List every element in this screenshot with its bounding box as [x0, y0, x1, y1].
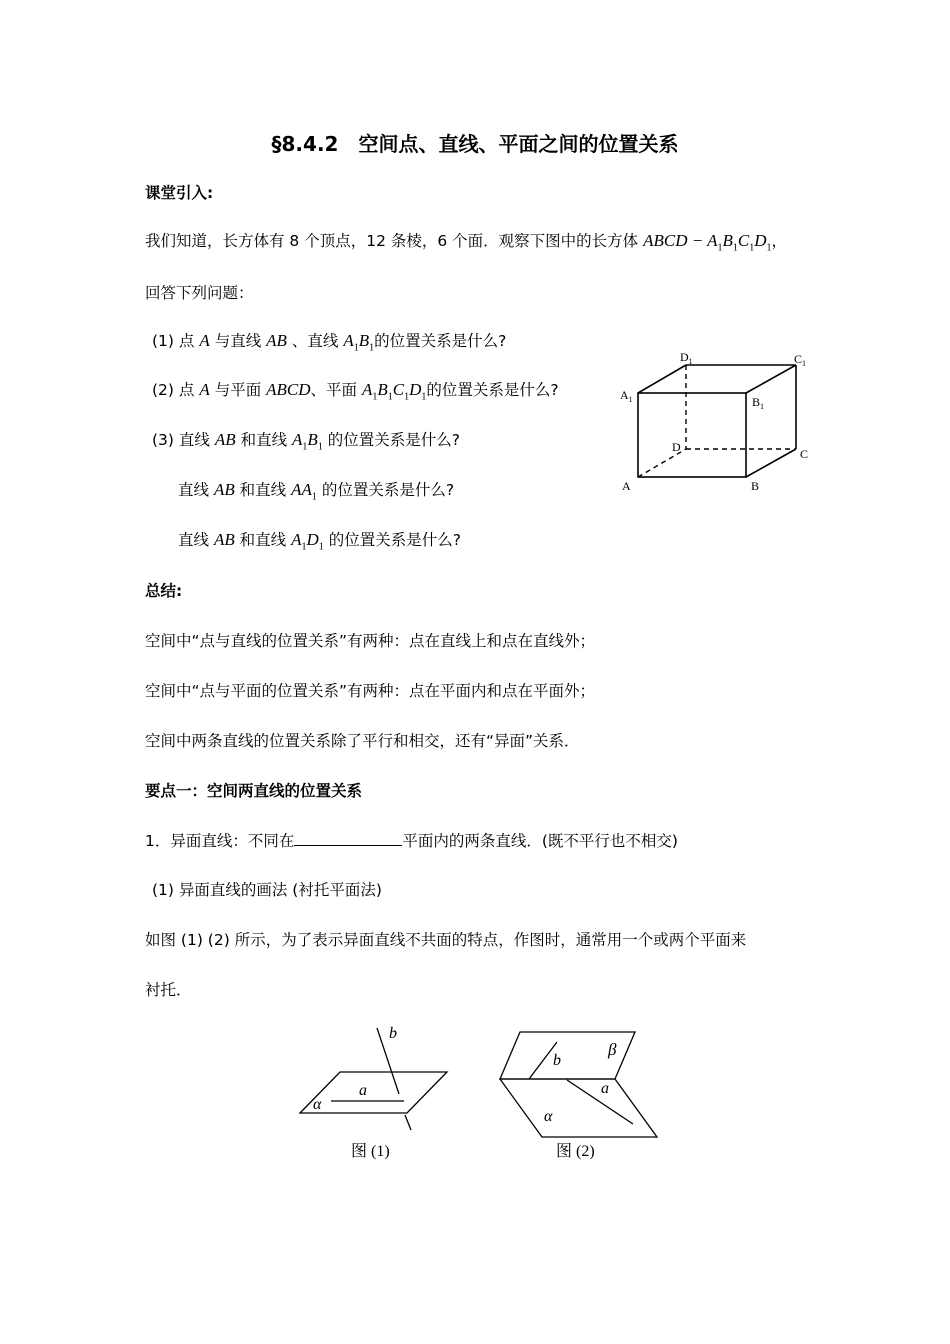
caption-fig-2: 图 (2): [556, 1143, 595, 1160]
question-2: (2) 点 A 与平面 ABCD、平面 $A_1B_1C_1D_1$的位置关系是什么?: [152, 380, 559, 403]
summary-line-3: 空间中两条直线的位置关系除了平行和相交，还有“异面”关系．: [145, 732, 580, 750]
key-point-para-2: 衬托．: [145, 981, 192, 999]
label-B: B: [751, 479, 760, 493]
svg-text:b: b: [389, 1025, 397, 1042]
question-3b: 直线 AB 和直线 $AA_1$ 的位置关系是什么?: [178, 480, 455, 503]
svg-text:α: α: [313, 1096, 322, 1113]
line-a-2: [567, 1080, 633, 1124]
key-point-sub-1: (1) 异面直线的画法 (衬托平面法): [152, 881, 382, 899]
caption-fig-1: 图 (1): [351, 1143, 390, 1160]
svg-text:β: β: [608, 1040, 617, 1059]
key-point-heading: 要点一：空间两直线的位置关系: [145, 782, 363, 800]
cuboid-hidden-edges: [638, 365, 796, 477]
intro-end: ，: [771, 232, 788, 250]
page-title: §8.4.2 空间点、直线、平面之间的位置关系: [271, 132, 679, 156]
summary-heading: 总结:: [145, 582, 183, 600]
question-3c: 直线 AB 和直线 $A_1D_1$ 的位置关系是什么?: [178, 530, 461, 553]
cuboid-expression: ABCD − $A_1B_1C_1D_1$: [643, 231, 772, 254]
intro-text: 我们知道，长方体有 8 个顶点，12 条棱，6 个面．观察下图中的长方体: [145, 232, 644, 250]
plane-alpha-1: [300, 1072, 447, 1113]
label-A: A: [622, 479, 631, 493]
question-1: (1) 点 A 与直线 AB 、直线 $A_1B_1$的位置关系是什么?: [152, 331, 507, 354]
svg-text:a: a: [601, 1080, 609, 1097]
label-D: D: [672, 440, 681, 454]
key-point-item-1: 1．异面直线：不同在 平面内的两条直线．(既不平行也不相交): [145, 832, 678, 850]
cuboid-front-face: [638, 393, 746, 477]
svg-text:b: b: [553, 1052, 561, 1069]
summary-line-1: 空间中“点与直线的位置关系”有两种：点在直线上和点在直线外；: [145, 632, 596, 650]
svg-text:a: a: [359, 1082, 367, 1099]
line-b-1-lower: [405, 1115, 411, 1130]
svg-text:α: α: [544, 1108, 553, 1125]
cuboid-figure: [610, 345, 820, 495]
intro-paragraph-2: 回答下列问题：: [145, 284, 254, 302]
fill-in-blank[interactable]: [294, 831, 402, 846]
label-C: C: [800, 447, 809, 461]
label-A1: $A_1$: [620, 388, 633, 404]
intro-heading: 课堂引入:: [145, 184, 214, 202]
label-D1: $D_1$: [680, 350, 693, 366]
figure-1: [300, 1025, 447, 1160]
question-3: (3) 直线 AB 和直线 $A_1B_1$ 的位置关系是什么?: [152, 430, 460, 453]
figure-2: [500, 1032, 657, 1160]
intro-paragraph: [145, 229, 787, 253]
label-B1: $B_1$: [752, 395, 765, 411]
key-point-para-1: 如图 (1) (2) 所示，为了表示异面直线不共面的特点，作图时，通常用一个或两个平面来: [145, 931, 747, 949]
summary-line-2: 空间中“点与平面的位置关系”有两种：点在平面内和点在平面外；: [145, 682, 596, 700]
skew-lines-figures: [295, 1020, 665, 1165]
label-C1: $C_1$: [794, 352, 807, 368]
